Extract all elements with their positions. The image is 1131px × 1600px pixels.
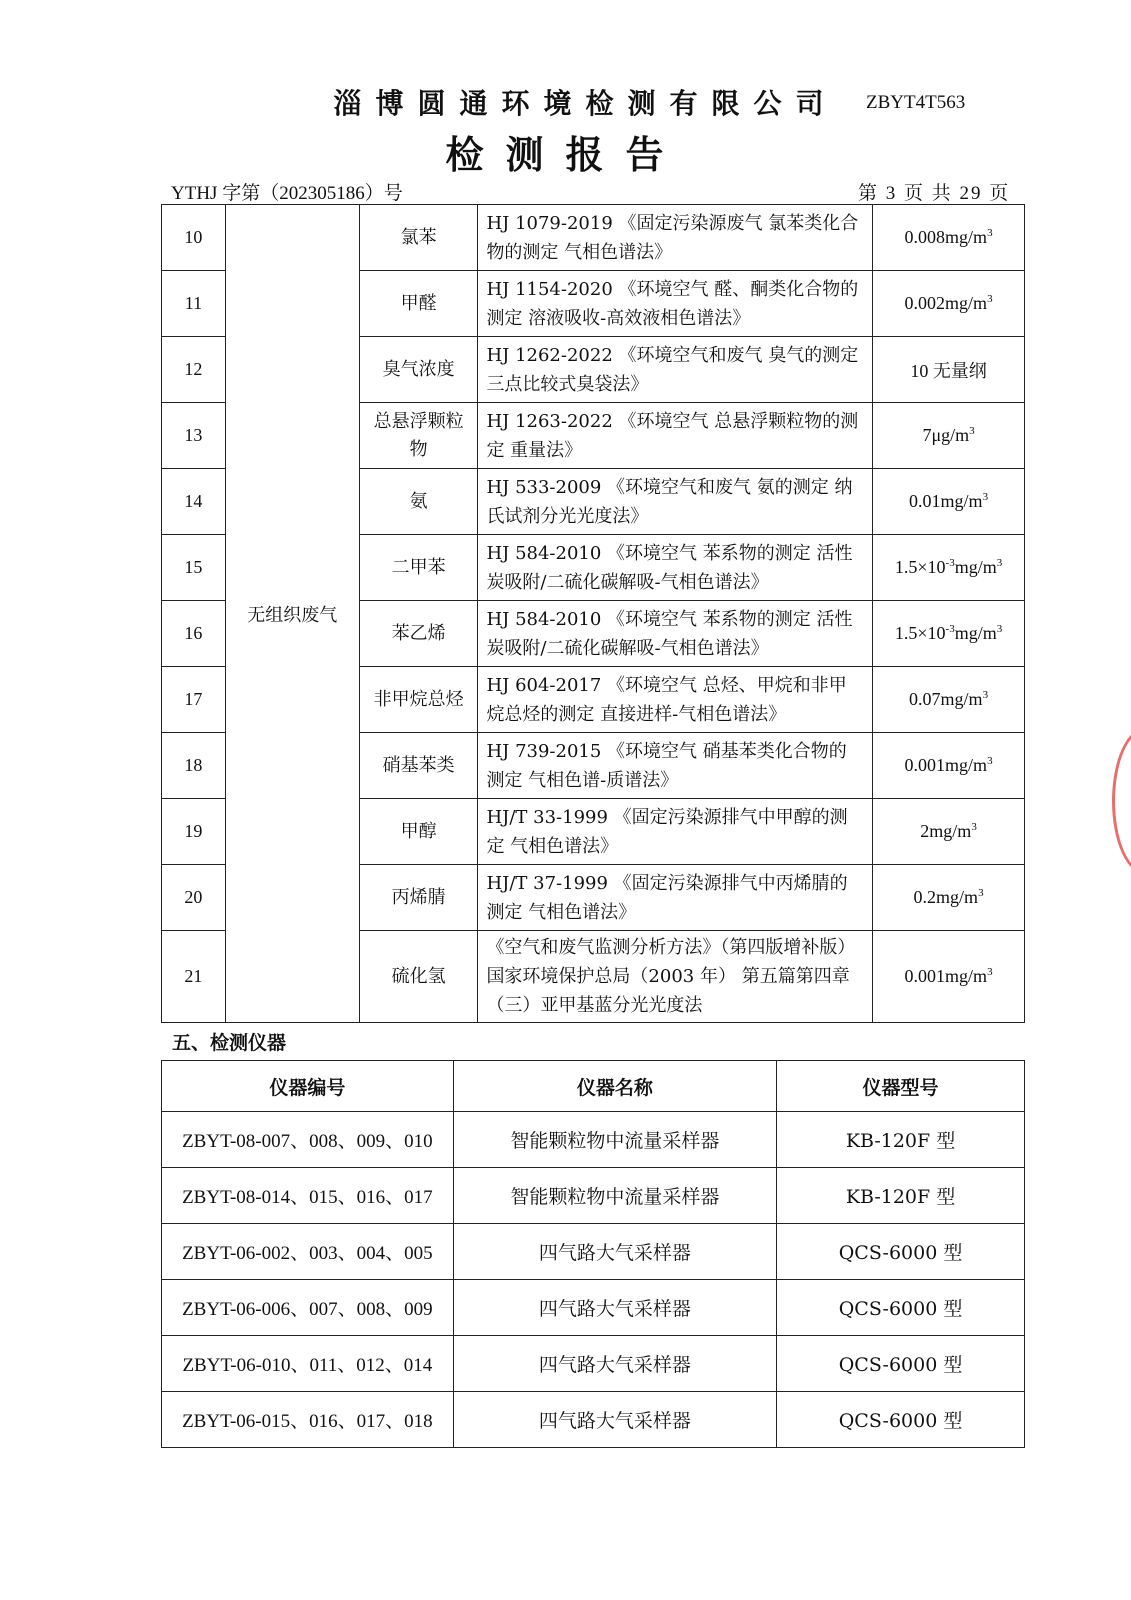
- instrument-code: ZBYT-08-014、015、016、017: [162, 1168, 454, 1224]
- limit-value: 0.002mg/m: [904, 293, 988, 313]
- limit-value: 0.001mg/m: [904, 755, 988, 775]
- instrument-code: ZBYT-06-015、016、017、018: [162, 1392, 454, 1448]
- limit-value: 10 无量纲: [910, 360, 987, 381]
- detection-limit: [873, 601, 1025, 667]
- limit-value: 1.5×10: [894, 623, 946, 643]
- test-method: HJ 1154-2020 《环境空气 醛、酮类化合物的测定 溶液吸收-高效液相色谱法》: [478, 271, 873, 337]
- report-title: 检测报告: [445, 132, 686, 177]
- limit-value: 0.2mg/m: [913, 887, 979, 907]
- limit-exponent: 3: [987, 227, 993, 239]
- instrument-model: QCS-6000 型: [777, 1336, 1025, 1392]
- instrument-model: QCS-6000 型: [777, 1392, 1025, 1448]
- limit-exponent: 3: [969, 425, 975, 437]
- test-item: 甲醇: [359, 799, 478, 865]
- test-item: 非甲烷总烃: [359, 667, 478, 733]
- page-info: 第 3 页 共 29 页: [858, 183, 1011, 204]
- test-method: 《空气和废气监测分析方法》（第四版增补版）国家环境保护总局（2003 年） 第五篇第四章（三）亚甲基蓝分光光度法: [478, 931, 873, 1023]
- test-method: HJ 584-2010 《环境空气 苯系物的测定 活性炭吸附/二硫化碳解吸-气相色谱法》: [478, 601, 873, 667]
- instrument-name: 四气路大气采样器: [453, 1224, 776, 1280]
- limit-value: 0.008mg/m: [904, 227, 988, 247]
- instrument-code: ZBYT-06-006、007、008、009: [162, 1280, 454, 1336]
- limit-exponent: -3: [945, 557, 955, 569]
- limit-exponent: 3: [987, 966, 993, 978]
- table-row: [162, 1224, 1025, 1280]
- row-number: 11: [162, 271, 226, 337]
- row-number: 20: [162, 865, 226, 931]
- row-number: 17: [162, 667, 226, 733]
- test-method: HJ 533-2009 《环境空气和废气 氨的测定 纳氏试剂分光光度法》: [478, 469, 873, 535]
- header-instrument-model: 仪器型号: [777, 1061, 1025, 1112]
- detection-limit: [873, 535, 1025, 601]
- instrument-name: 智能颗粒物中流量采样器: [453, 1168, 776, 1224]
- test-method: HJ 1079-2019 《固定污染源废气 氯苯类化合物的测定 气相色谱法》: [478, 205, 873, 271]
- limit-value: 1.5×10: [894, 557, 946, 577]
- header-instrument-code: 仪器编号: [162, 1061, 454, 1112]
- instrument-code: ZBYT-08-007、008、009、010: [162, 1112, 454, 1168]
- row-number: 15: [162, 535, 226, 601]
- methods-table: [161, 204, 1025, 1023]
- detection-limit: [873, 469, 1025, 535]
- instruments-table: [161, 1060, 1025, 1448]
- section-title-instruments: 五、检测仪器: [172, 1032, 287, 1054]
- test-item: 硝基苯类: [359, 733, 478, 799]
- limit-exponent: 3: [982, 491, 989, 503]
- test-method: HJ 584-2010 《环境空气 苯系物的测定 活性炭吸附/二硫化碳解吸-气相色谱法》: [478, 535, 873, 601]
- limit-exponent: 3: [978, 887, 984, 899]
- row-number: 14: [162, 469, 226, 535]
- limit-value: 0.001mg/m: [904, 966, 988, 986]
- table-row: [162, 1168, 1025, 1224]
- instrument-model: KB-120F 型: [777, 1168, 1025, 1224]
- test-method: HJ 1262-2022 《环境空气和废气 臭气的测定 三点比较式臭袋法》: [478, 337, 873, 403]
- test-item: 总悬浮颗粒物: [359, 403, 478, 469]
- detection-limit: [873, 205, 1025, 271]
- report-number: YTHJ 字第（202305186）号: [171, 183, 403, 204]
- test-item: 臭气浓度: [359, 337, 478, 403]
- test-method: HJ/T 33-1999 《固定污染源排气中甲醇的测定 气相色谱法》: [478, 799, 873, 865]
- instrument-name: 智能颗粒物中流量采样器: [453, 1112, 776, 1168]
- table-row: [162, 1336, 1025, 1392]
- table-row: [162, 1280, 1025, 1336]
- row-number: 13: [162, 403, 226, 469]
- methods-table-body: [162, 205, 1025, 1023]
- instrument-name: 四气路大气采样器: [453, 1280, 776, 1336]
- test-method: HJ 604-2017 《环境空气 总烃、甲烷和非甲烷总烃的测定 直接进样-气相色谱法》: [478, 667, 873, 733]
- limit-exponent: 3: [982, 689, 989, 701]
- limit-exponent: 3: [987, 755, 993, 767]
- detection-limit: [873, 733, 1025, 799]
- limit-unit-exponent: 3: [996, 623, 1003, 635]
- row-number: 18: [162, 733, 226, 799]
- instrument-name: 四气路大气采样器: [453, 1336, 776, 1392]
- test-item: 硫化氢: [359, 931, 478, 1023]
- limit-exponent: -3: [945, 623, 955, 635]
- limit-exponent: 3: [987, 293, 993, 305]
- limit-value: 2mg/m: [920, 821, 972, 841]
- instrument-model: QCS-6000 型: [777, 1280, 1025, 1336]
- instrument-code: ZBYT-06-010、011、012、014: [162, 1336, 454, 1392]
- instrument-model: KB-120F 型: [777, 1112, 1025, 1168]
- instruments-header-row: [162, 1061, 1025, 1112]
- test-method: HJ/T 37-1999 《固定污染源排气中丙烯腈的测定 气相色谱法》: [478, 865, 873, 931]
- instruments-table-body: [162, 1112, 1025, 1448]
- document-code: ZBYT4T563: [866, 92, 966, 113]
- detection-limit: [873, 865, 1025, 931]
- row-number: 19: [162, 799, 226, 865]
- limit-unit: mg/m: [954, 623, 997, 643]
- table-row: [162, 1392, 1025, 1448]
- row-number: 21: [162, 931, 226, 1023]
- limit-value: 0.07mg/m: [909, 689, 983, 709]
- test-item: 氨: [359, 469, 478, 535]
- row-number: 12: [162, 337, 226, 403]
- limit-unit: mg/m: [954, 557, 997, 577]
- test-item: 甲醛: [359, 271, 478, 337]
- instrument-model: QCS-6000 型: [777, 1224, 1025, 1280]
- header-instrument-name: 仪器名称: [453, 1061, 776, 1112]
- detection-limit: [873, 337, 1025, 403]
- red-seal-stamp: [1112, 728, 1131, 874]
- row-number: 10: [162, 205, 226, 271]
- row-number: 16: [162, 601, 226, 667]
- test-method: HJ 739-2015 《环境空气 硝基苯类化合物的测定 气相色谱-质谱法》: [478, 733, 873, 799]
- category-cell: 无组织废气: [225, 205, 359, 1023]
- detection-limit: [873, 667, 1025, 733]
- test-item: 二甲苯: [359, 535, 478, 601]
- table-row: [162, 1112, 1025, 1168]
- detection-limit: [873, 799, 1025, 865]
- company-name: 淄博圆通环境检测有限公司: [333, 87, 838, 120]
- table-row: [162, 205, 1025, 271]
- limit-value: 7μg/m: [922, 425, 970, 445]
- test-method: HJ 1263-2022 《环境空气 总悬浮颗粒物的测定 重量法》: [478, 403, 873, 469]
- test-item: 丙烯腈: [359, 865, 478, 931]
- limit-exponent: 3: [971, 821, 977, 833]
- test-item: 苯乙烯: [359, 601, 478, 667]
- test-item: 氯苯: [359, 205, 478, 271]
- limit-unit-exponent: 3: [996, 557, 1003, 569]
- limit-value: 0.01mg/m: [909, 491, 983, 511]
- instrument-code: ZBYT-06-002、003、004、005: [162, 1224, 454, 1280]
- detection-limit: [873, 931, 1025, 1023]
- detection-limit: [873, 271, 1025, 337]
- detection-limit: [873, 403, 1025, 469]
- instrument-name: 四气路大气采样器: [453, 1392, 776, 1448]
